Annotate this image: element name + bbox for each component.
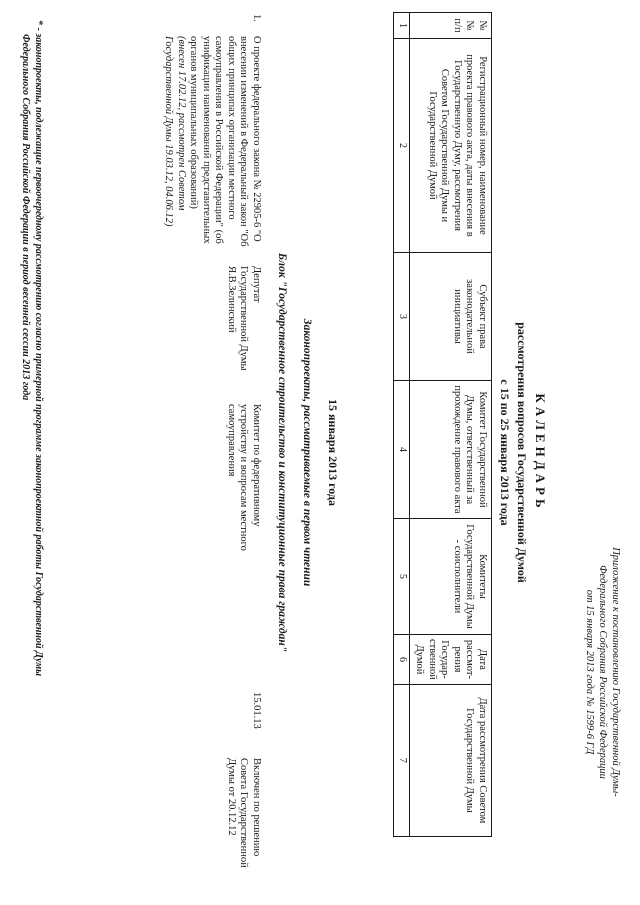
block-heading: Блок "Государственное строительство и конституционные права граждан" [276,252,288,653]
bill-description [162,36,262,258]
bill-subject: Депутат Государственной Думы Я.В.Зелинский [226,266,262,371]
bill-title: О проекте федерального закона № 22905-6 "О внесении изменений в Федеральный закон "Об общих принципах организации местного самоуправления в Российской Федерации" (об унификации наименований представительных органов муниципальных образований) [188,36,262,247]
bill-inclusion-note: Включен по решению Совета Государственной Думы от 20.12.12 [226,758,262,868]
bill-committee: Комитет по федеративному устройству и вопросам местного самоуправления [226,404,262,551]
document-title: КАЛЕНДАРЬ [533,393,548,512]
row-number: 1. [251,14,262,22]
footnote-line: Федерального Собрания Российской Федерации в период весенней сессии 2013 года [20,34,32,401]
footnote-line: * - законопроекты, подлежащие первоочередному рассмотрению согласно примерной программе законопроектной работы Государственной Думы [33,20,44,677]
calendar-table [394,12,493,837]
bill-date: 15.01.13 [251,692,262,729]
header-council-date: Дата рассмотрения Советом Государственной Думы [410,684,492,836]
document-subtitle: рассмотрения вопросов Государственной Думой [515,322,529,583]
date-heading: 15 января 2013 года [326,399,340,506]
footnote [19,20,44,900]
header-number: №№ п/п [410,13,492,39]
column-number: 6 [394,635,410,685]
header-co-committees: Комитеты Государственной Думы - соисполнители [410,519,492,635]
appendix-line: Федерального Собрания Российской Федерации [597,565,608,779]
column-number: 4 [394,381,410,519]
header-subject: Субъект права законодательной инициативы [410,253,492,381]
header-committee: Комитет Государственной Думы, ответственный за прохождение правового акта [410,381,492,519]
section-heading: Законопроекты, рассматриваемые в первом чтении [301,318,313,587]
header-duma-date: Дата рассмот- рения Государ- ственной Думой [410,635,492,685]
column-number: 7 [394,684,410,836]
appendix-note [583,457,622,887]
column-number: 5 [394,519,410,635]
bill-submission-note: (внесен 17.02.12, рассмотрен Советом Государственной Думы 19.03.12, 04.06.12) [163,36,187,227]
appendix-line: от 15 января 2013 года № 1599-6 ГД [584,589,595,755]
column-number: 2 [394,39,410,253]
appendix-line: Приложение к постановлению Государственной Думы- [610,547,621,797]
document-period: с 15 по 25 января 2013 года [498,379,512,526]
column-number: 3 [394,253,410,381]
header-title: Регистрационный номер, наименование проекта правового акта, даты внесения в Государственную Думу, рассмотрения Советом Государственной Думы и Государственной Думой [410,39,492,253]
column-number: 1 [394,13,410,39]
